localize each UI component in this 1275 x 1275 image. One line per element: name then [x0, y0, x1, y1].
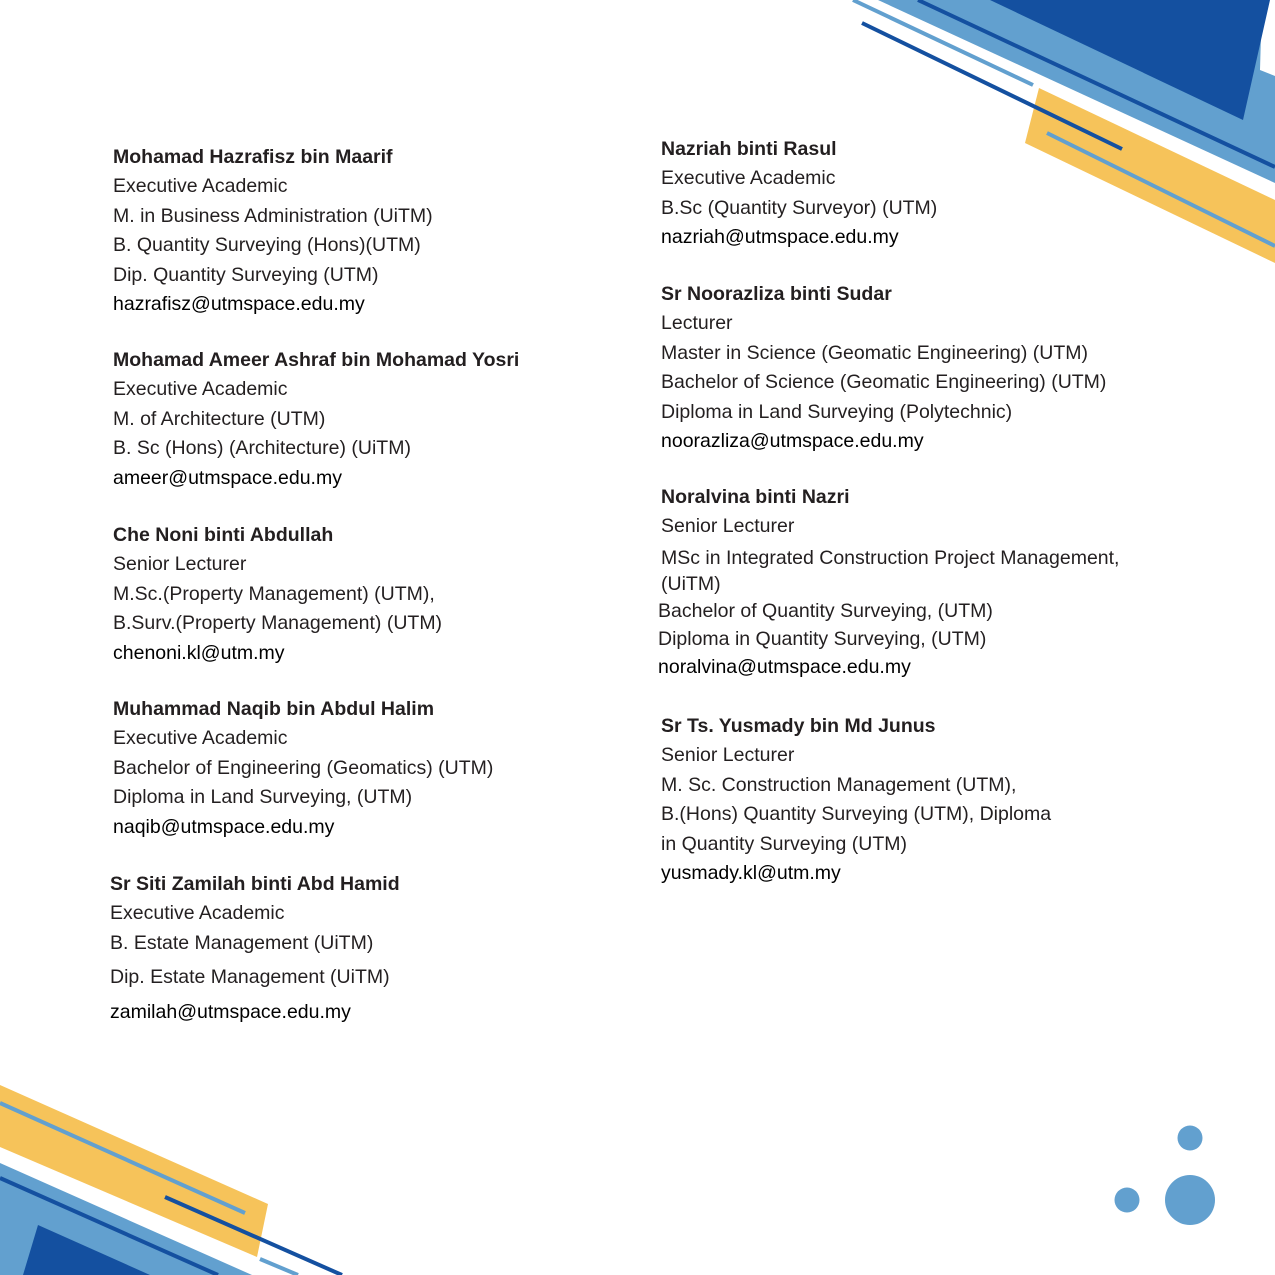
staff-qualification: MSc in Integrated Construction Project Management,	[661, 546, 1120, 569]
staff-qualification: Diploma in Land Surveying (Polytechnic)	[661, 400, 1013, 423]
staff-entry	[661, 135, 937, 253]
staff-position: Executive Academic	[113, 175, 288, 198]
staff-position: Senior Lecturer	[661, 744, 795, 767]
bottom-left-light-blue-band	[0, 1163, 252, 1275]
top-right-dark-blue-line	[918, 0, 1275, 167]
staff-qualification: Bachelor of Quantity Surveying, (UTM)	[658, 599, 993, 622]
staff-entry	[113, 346, 519, 493]
staff-qualification: B.Surv.(Property Management) (UTM)	[113, 612, 443, 635]
staff-name: Nazriah binti Rasul	[661, 138, 837, 160]
staff-qualification: Bachelor of Science (Geomatic Engineering) (UTM)	[661, 371, 1107, 394]
bottom-left-stripes	[0, 1085, 342, 1275]
staff-position: Senior Lecturer	[113, 553, 247, 576]
staff-qualification: B.(Hons) Quantity Surveying (UTM), Diploma	[661, 803, 1052, 826]
staff-qualification: M. in Business Administration (UiTM)	[113, 204, 433, 227]
staff-position: Executive Academic	[113, 727, 288, 750]
staff-name: Sr Noorazliza binti Sudar	[661, 283, 892, 305]
staff-email: noralvina@utmspace.edu.my	[658, 655, 911, 678]
bottom-right-circles	[1115, 1126, 1216, 1226]
staff-name: Che Noni binti Abdullah	[113, 524, 334, 546]
staff-email: noorazliza@utmspace.edu.my	[661, 430, 924, 453]
staff-position: Executive Academic	[113, 378, 288, 401]
circle-small-left	[1115, 1188, 1140, 1213]
circle-large	[1165, 1175, 1215, 1225]
staff-name: Mohamad Ameer Ashraf bin Mohamad Yosri	[113, 349, 520, 371]
staff-entry	[661, 712, 1051, 888]
staff-qualification: (UiTM)	[661, 572, 721, 595]
staff-qualification: M. of Architecture (UTM)	[113, 407, 326, 430]
staff-qualification: M.Sc.(Property Management) (UTM),	[113, 582, 435, 605]
staff-qualification: in Quantity Surveying (UTM)	[661, 832, 907, 855]
staff-qualification: Diploma in Quantity Surveying, (UTM)	[658, 627, 987, 650]
staff-qualification: B. Sc (Hons) (Architecture) (UiTM)	[113, 437, 411, 460]
staff-email: yusmady.kl@utm.my	[661, 862, 841, 885]
top-right-navy-line	[862, 23, 1122, 149]
staff-qualification: Diploma in Land Surveying, (UTM)	[113, 786, 413, 809]
staff-qualification: B.Sc (Quantity Surveyor) (UTM)	[661, 196, 938, 219]
staff-entry	[113, 695, 493, 842]
staff-qualification: Master in Science (Geomatic Engineering) (UTM)	[661, 341, 1088, 364]
staff-qualification: B. Estate Management (UiTM)	[110, 931, 374, 954]
staff-entry	[658, 483, 1120, 681]
staff-qualification: Dip. Estate Management (UiTM)	[110, 966, 390, 989]
staff-position: Executive Academic	[661, 167, 836, 190]
staff-entry	[113, 521, 442, 668]
staff-name: Muhammad Naqib bin Abdul Halim	[113, 698, 435, 720]
bottom-left-dark-blue-block	[23, 1225, 150, 1275]
top-right-dark-blue-block	[990, 0, 1270, 120]
top-right-yellow-band	[1025, 88, 1275, 263]
bottom-left-navy-line	[165, 1197, 342, 1275]
staff-entry	[661, 280, 1106, 456]
staff-qualification: B. Quantity Surveying (Hons)(UTM)	[113, 234, 421, 257]
staff-qualification: Dip. Quantity Surveying (UTM)	[113, 263, 379, 286]
staff-entry	[113, 143, 433, 319]
staff-name: Noralvina binti Nazri	[661, 486, 850, 508]
staff-name: Mohamad Hazrafisz bin Maarif	[113, 146, 393, 168]
staff-qualification: Bachelor of Engineering (Geomatics) (UTM)	[113, 756, 494, 779]
staff-email: chenoni.kl@utm.my	[113, 641, 285, 664]
circle-small-top	[1178, 1126, 1203, 1151]
top-right-light-blue-thin-line	[853, 0, 1033, 85]
bottom-left-light-blue-short-line	[260, 1259, 298, 1275]
staff-email: naqib@utmspace.edu.my	[113, 815, 335, 838]
staff-entry	[110, 870, 400, 1027]
top-right-light-blue-band	[878, 0, 1275, 183]
staff-email: hazrafisz@utmspace.edu.my	[113, 293, 365, 316]
staff-email: nazriah@utmspace.edu.my	[661, 226, 899, 249]
staff-name: Sr Siti Zamilah binti Abd Hamid	[110, 873, 400, 895]
staff-position: Senior Lecturer	[661, 515, 795, 538]
bottom-left-light-blue-line-in-yellow	[0, 1103, 245, 1213]
staff-name: Sr Ts. Yusmady bin Md Junus	[661, 715, 936, 737]
top-right-white-notch	[1260, 0, 1275, 76]
staff-email: ameer@utmspace.edu.my	[113, 466, 342, 489]
staff-position: Executive Academic	[110, 902, 285, 925]
top-right-light-blue-line-in-yellow	[1047, 133, 1275, 246]
staff-qualification: M. Sc. Construction Management (UTM),	[661, 773, 1017, 796]
staff-email: zamilah@utmspace.edu.my	[110, 1000, 351, 1023]
bottom-left-dark-blue-line	[0, 1178, 218, 1275]
staff-position: Lecturer	[661, 312, 733, 335]
bottom-left-yellow-band	[0, 1085, 268, 1257]
